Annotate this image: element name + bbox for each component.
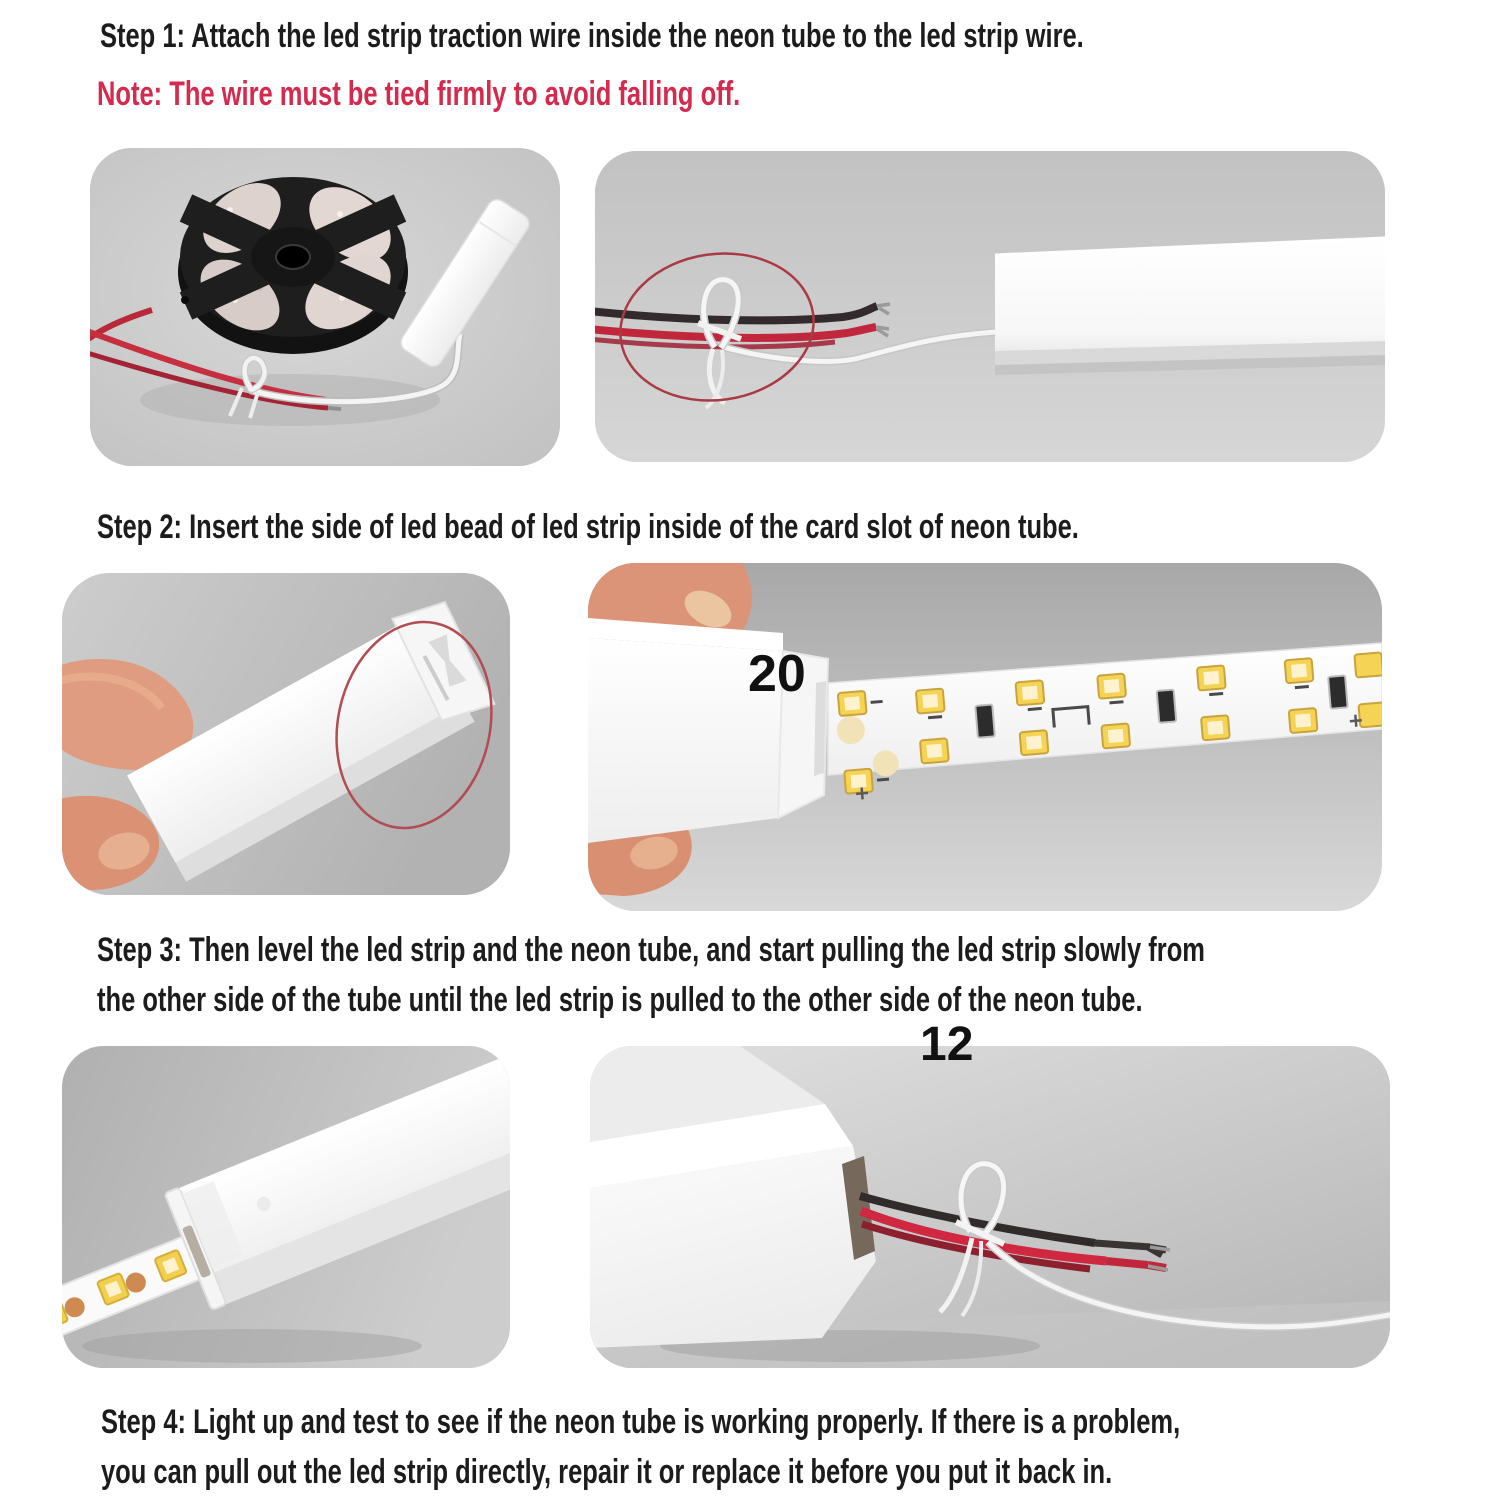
- step2-heading: Step 2: Insert the side of led bead of led strip inside of the card slot of neon tube.: [97, 508, 1079, 546]
- neon-tube: [995, 238, 1385, 375]
- card-slot-scene: [62, 573, 510, 895]
- tied-wire-scene: [595, 151, 1385, 462]
- photo-step2-card-slot: [62, 573, 510, 895]
- step3-heading-line1: Step 3: Then level the led strip and the neon tube, and start pulling the led strip slowly from: [97, 931, 1205, 969]
- step4-heading-line1: Step 4: Light up and test to see if the neon tube is working properly. If there is a problem,: [101, 1403, 1181, 1441]
- tied-end-scene: [590, 1046, 1390, 1368]
- step4-heading-line2: you can pull out the led strip directly, repair it or replace it before you put it back in.: [101, 1453, 1113, 1491]
- note-warning: Note: The wire must be tied firmly to avoid falling off.: [97, 75, 741, 113]
- pull-strip-scene: [62, 1046, 510, 1368]
- photo-step3-pull-strip: [62, 1046, 510, 1368]
- photo-step1-led-strip-reel: [90, 148, 560, 466]
- led-strip-reel-scene: [90, 148, 560, 466]
- card-slot: [814, 681, 826, 776]
- photo-step2-insert-strip: [588, 563, 1382, 911]
- overlay-number-12: 12: [920, 1018, 974, 1071]
- insert-strip-scene: [588, 563, 1382, 911]
- tube-shadow: [82, 1329, 422, 1363]
- step1-heading: Step 1: Attach the led strip traction wire inside the neon tube to the led strip wire.: [100, 17, 1084, 55]
- overlay-number-20: 20: [748, 645, 806, 703]
- photo-step3-tied-end: [590, 1046, 1390, 1368]
- step3-heading-line2: the other side of the tube until the led strip is pulled to the other side of the neon tube.: [97, 981, 1143, 1019]
- photo-step1-tied-wire-closeup: [595, 151, 1385, 462]
